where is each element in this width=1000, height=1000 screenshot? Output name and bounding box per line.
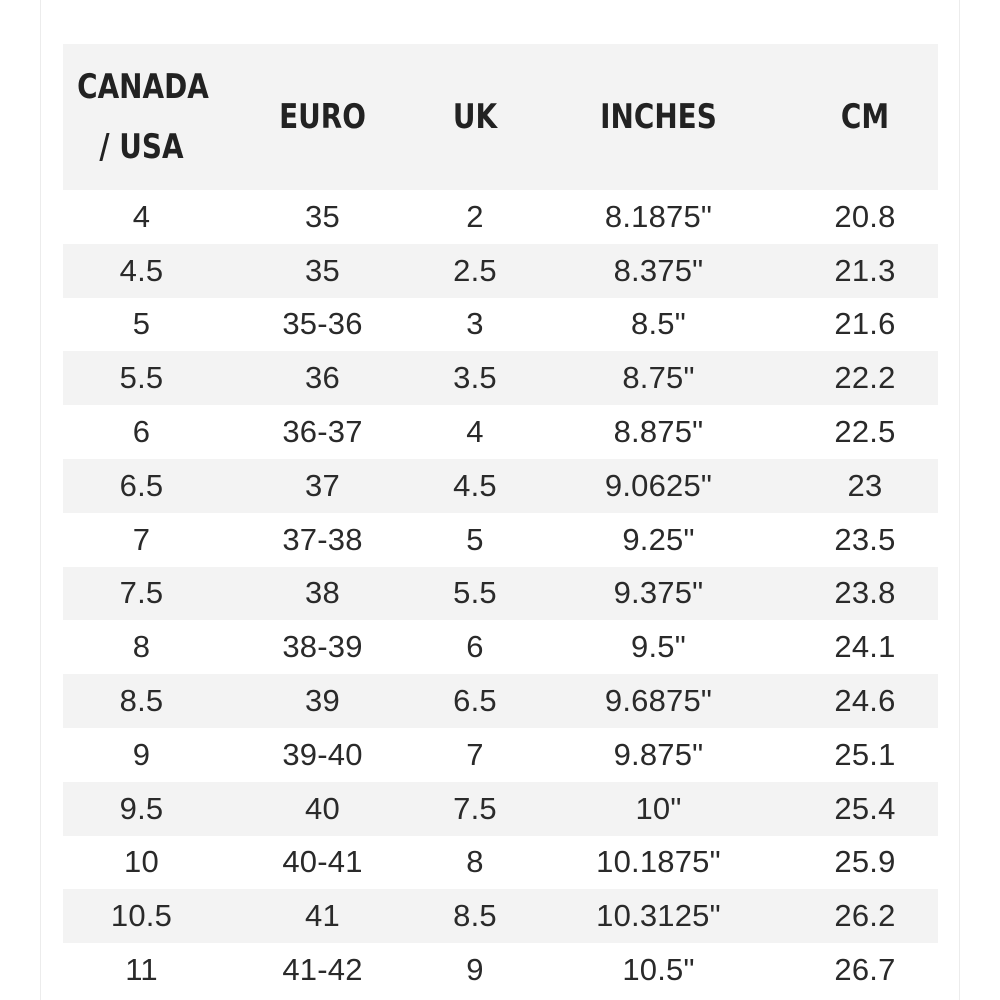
cell-canada-usa: 5.5 — [119, 360, 164, 396]
cell-inches: 8.75" — [622, 360, 695, 396]
cell-euro: 35-36 — [282, 306, 363, 342]
cell-inches: 9.375" — [613, 575, 704, 611]
cell-cm: 26.7 — [834, 952, 896, 988]
cell-euro: 35 — [305, 252, 340, 288]
cell-euro: 40-41 — [282, 844, 363, 880]
cell-cm: 23.8 — [834, 575, 896, 611]
cell-inches: 9.875" — [613, 736, 704, 772]
table-row — [63, 351, 938, 405]
cell-canada-usa: 10.5 — [110, 898, 173, 934]
cell-canada-usa: 6.5 — [119, 467, 164, 503]
cell-canada-usa: 11 — [125, 952, 158, 988]
column-header-euro: EURO — [279, 97, 366, 137]
cell-inches: 8.5" — [631, 306, 686, 342]
table-row — [63, 674, 938, 728]
table-row — [63, 190, 938, 244]
size-chart-table — [63, 44, 938, 997]
cell-canada-usa: 10 — [124, 844, 159, 880]
cell-uk: 5.5 — [453, 575, 497, 611]
cell-canada-usa: 4 — [132, 198, 151, 234]
cell-cm: 22.5 — [834, 414, 896, 450]
cell-euro: 39-40 — [282, 736, 363, 772]
cell-cm: 25.9 — [834, 844, 896, 880]
cell-canada-usa: 7.5 — [119, 575, 164, 611]
cell-cm: 20.8 — [834, 198, 896, 234]
table-row — [63, 728, 938, 782]
table-row — [63, 459, 938, 513]
cell-euro: 41-42 — [282, 952, 363, 988]
cell-inches: 10.3125" — [596, 898, 721, 934]
cell-euro: 37 — [305, 467, 340, 503]
cell-euro: 36-37 — [282, 414, 363, 450]
cell-euro: 39 — [305, 683, 340, 719]
cell-cm: 21.6 — [834, 306, 896, 342]
table-header — [63, 44, 938, 190]
cell-canada-usa: 8 — [132, 629, 151, 665]
column-header-canada-usa: CANADA / USA — [77, 67, 209, 167]
cell-euro: 38 — [305, 575, 340, 611]
table-row — [63, 836, 938, 890]
cell-uk: 7.5 — [453, 790, 497, 826]
cell-uk: 2.5 — [453, 252, 497, 288]
cell-euro: 37-38 — [282, 521, 363, 557]
table-row — [63, 513, 938, 567]
cell-cm: 23 — [847, 467, 883, 503]
column-header-cm: CM — [840, 97, 890, 137]
cell-canada-usa: 9.5 — [119, 790, 164, 826]
cell-cm: 24.1 — [834, 629, 896, 665]
cell-cm: 26.2 — [834, 898, 896, 934]
cell-inches: 10" — [635, 790, 682, 826]
cell-uk: 8 — [466, 844, 484, 880]
cell-uk: 2 — [466, 198, 484, 234]
cell-canada-usa: 4.5 — [119, 252, 164, 288]
cell-cm: 25.4 — [834, 790, 896, 826]
header-row — [63, 44, 938, 190]
table-body — [63, 190, 938, 997]
cell-canada-usa: 6 — [132, 414, 151, 450]
cell-canada-usa: 8.5 — [119, 683, 164, 719]
table-row — [63, 889, 938, 943]
cell-canada-usa: 9 — [132, 736, 151, 772]
cell-inches: 9.0625" — [604, 467, 713, 503]
column-header-uk: UK — [452, 97, 498, 137]
table-row — [63, 943, 938, 997]
cell-inches: 9.5" — [631, 629, 686, 665]
cell-uk: 3 — [466, 306, 484, 342]
table-row — [63, 620, 938, 674]
cell-inches: 9.6875" — [604, 683, 713, 719]
cell-inches: 10.1875" — [596, 844, 721, 880]
table-row — [63, 567, 938, 621]
cell-cm: 25.1 — [834, 736, 896, 772]
cell-uk: 3.5 — [453, 360, 497, 396]
cell-uk: 9 — [466, 952, 484, 988]
cell-inches: 9.25" — [622, 521, 695, 557]
cell-euro: 35 — [305, 198, 340, 234]
cell-inches: 10.5" — [622, 952, 695, 988]
cell-inches: 8.375" — [613, 252, 704, 288]
cell-uk: 4 — [466, 414, 484, 450]
cell-canada-usa: 5 — [132, 306, 151, 342]
cell-uk: 6 — [466, 629, 484, 665]
cell-inches: 8.875" — [613, 414, 704, 450]
cell-euro: 36 — [305, 360, 340, 396]
cell-uk: 5 — [466, 521, 484, 557]
cell-canada-usa: 7 — [132, 521, 151, 557]
table-row — [63, 298, 938, 352]
cell-cm: 24.6 — [834, 683, 896, 719]
table-row — [63, 405, 938, 459]
cell-inches: 8.1875" — [604, 198, 713, 234]
table-row — [63, 782, 938, 836]
cell-euro: 38-39 — [282, 629, 363, 665]
cell-cm: 21.3 — [834, 252, 896, 288]
table-row — [63, 244, 938, 298]
cell-euro: 41 — [305, 898, 340, 934]
cell-euro: 40 — [305, 790, 340, 826]
cell-uk: 4.5 — [453, 467, 497, 503]
cell-uk: 8.5 — [453, 898, 497, 934]
cell-cm: 22.2 — [834, 360, 896, 396]
cell-cm: 23.5 — [834, 521, 896, 557]
cell-uk: 7 — [466, 736, 484, 772]
cell-uk: 6.5 — [453, 683, 497, 719]
column-header-inches: INCHES — [600, 97, 717, 137]
